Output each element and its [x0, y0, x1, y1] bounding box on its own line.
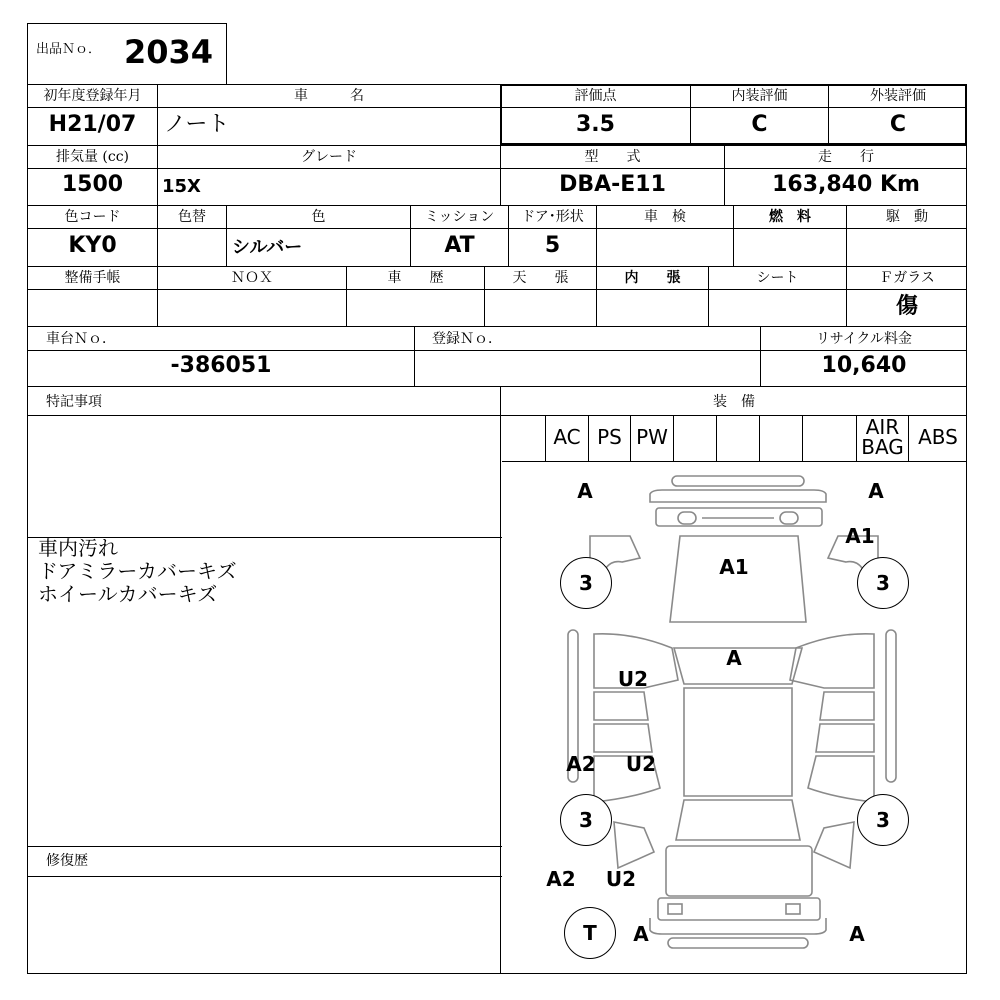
- tire-front-left: 3: [560, 557, 612, 609]
- equipment-airbag: AIR BAG: [861, 415, 904, 459]
- mileage-value: 163,840 Km: [772, 172, 920, 197]
- drive-label: 駆 動: [886, 209, 928, 225]
- seat-label: シート: [756, 270, 799, 286]
- maintenance-label: 整備手帳: [64, 270, 121, 286]
- lot-label: 出品Ｎｏ．: [36, 42, 102, 57]
- notes-line-1: 車内汚れ: [38, 536, 118, 560]
- mark-front-left-corner: A: [577, 479, 593, 503]
- tire-rear-right: 3: [857, 794, 909, 846]
- mark-front-left-door: U2: [617, 667, 649, 691]
- transmission-label: ミッション: [424, 209, 495, 225]
- displacement-label: 排気量 (cc): [55, 149, 130, 165]
- grade-label: グレード: [301, 149, 357, 165]
- mark-rear-left-quarter-u: U2: [605, 867, 637, 891]
- headliner-label: 天 張: [512, 270, 569, 286]
- color-code-label: 色コード: [64, 209, 121, 225]
- score-value: 3.5: [576, 112, 615, 137]
- inspection-label: 車 検: [644, 209, 686, 225]
- mark-windshield: A: [726, 646, 742, 670]
- doors-label: ドア･形状: [521, 209, 584, 225]
- registration-label: 登録Ｎｏ．: [432, 331, 502, 347]
- notes-line-2: ドアミラーカバーキズ: [38, 559, 237, 583]
- tire-rear-left: 3: [560, 794, 612, 846]
- nox-label: ＮＯＸ: [231, 270, 273, 286]
- interior-label: 内装評価: [731, 88, 788, 104]
- score-label: 評価点: [574, 88, 617, 104]
- model-label: 型 式: [584, 149, 641, 165]
- color-value: シルバー: [232, 237, 303, 258]
- recycle-label: リサイクル料金: [815, 331, 913, 347]
- tire-spare: T: [564, 907, 616, 959]
- interior-trim-label: 内 張: [624, 270, 681, 286]
- equipment-pw: PW: [636, 425, 668, 449]
- notes-line-3: ホイールカバーキズ: [38, 582, 218, 606]
- mark-front-right-corner: A: [868, 479, 884, 503]
- notes-label: 特記事項: [46, 394, 102, 410]
- f-glass-value: 傷: [895, 293, 918, 319]
- mark-hood-right: A1: [845, 524, 875, 548]
- interior-value: C: [751, 112, 768, 137]
- first-reg-label: 初年度登録年月: [43, 88, 142, 104]
- displacement-value: 1500: [61, 172, 124, 197]
- lot-number: 2034: [124, 33, 214, 71]
- mark-rear-right-corner: A: [849, 922, 865, 946]
- f-glass-label: Ｆガラス: [879, 270, 935, 286]
- car-body-diagram: [502, 462, 966, 973]
- tire-front-right: 3: [857, 557, 909, 609]
- car-name-label: 車 名: [294, 88, 364, 104]
- transmission-value: AT: [444, 233, 475, 258]
- exterior-value: C: [889, 112, 907, 137]
- exterior-label: 外装評価: [870, 88, 926, 104]
- first-reg-value: H21/07: [48, 112, 137, 137]
- recycle-value: 10,640: [821, 353, 907, 378]
- chassis-label: 車台Ｎｏ．: [46, 331, 116, 347]
- car-name-value: ノート: [164, 112, 230, 137]
- equipment-label: 装 備: [713, 394, 755, 410]
- repair-label: 修復歴: [46, 853, 88, 869]
- fuel-label: 燃 料: [769, 209, 811, 225]
- mark-rear-left-door-a: A2: [566, 752, 596, 776]
- doors-value: 5: [544, 233, 561, 258]
- equipment-abs: ABS: [918, 425, 958, 449]
- mark-rear-left-quarter-a: A2: [546, 867, 576, 891]
- model-value: DBA-E11: [559, 172, 666, 197]
- equipment-ps: PS: [597, 425, 622, 449]
- chassis-value: -386051: [170, 353, 272, 378]
- color-label: 色: [311, 209, 326, 225]
- equipment-ac: AC: [553, 425, 581, 449]
- color-change-label: 色替: [178, 209, 206, 225]
- grade-value: 15X: [162, 176, 201, 197]
- mark-rear-left-corner: A: [633, 922, 649, 946]
- mark-hood: A1: [719, 555, 749, 579]
- mark-rear-left-door-u: U2: [625, 752, 657, 776]
- history-label: 車 歴: [387, 270, 444, 286]
- color-code-value: KY0: [68, 233, 117, 258]
- mileage-label: 走 行: [818, 149, 874, 165]
